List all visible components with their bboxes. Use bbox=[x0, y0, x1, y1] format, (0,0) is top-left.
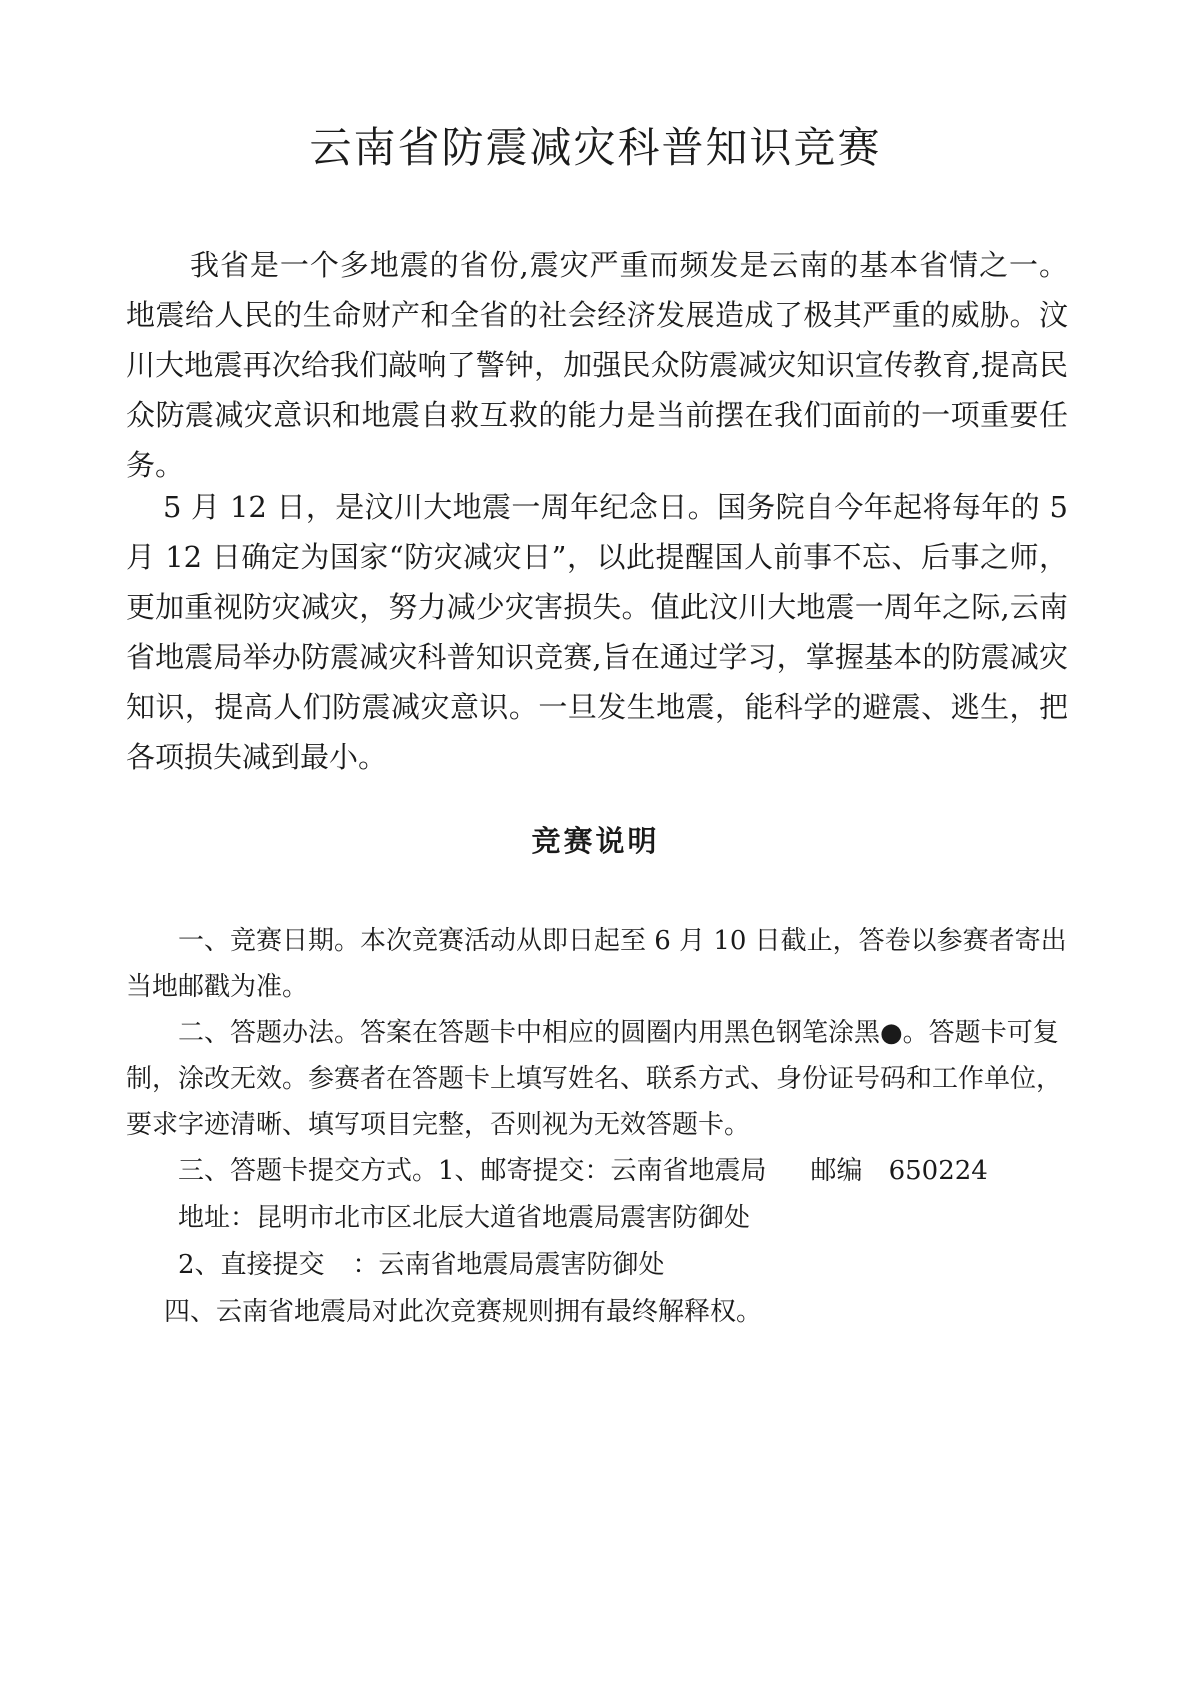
rule-item-4: 四、云南省地震局对此次竞赛规则拥有最终解释权。 bbox=[164, 1297, 763, 1327]
direct-submission-label: 2、直接提交 bbox=[178, 1250, 325, 1280]
rule-item-1: 一、竞赛日期。本次竞赛活动从即日起至 6 月 10 日截止，答卷以参赛者寄出当地邮戳为准。 bbox=[126, 926, 1067, 1002]
document-title: 云南省防震减灾科普知识竞赛 bbox=[309, 123, 882, 172]
intro-paragraph-1: 我省是一个多地震的省份,震灾严重而频发是云南的基本省情之一。地震给人民的生命财产和全省的社会经济发展造成了极其严重的威胁。汶川大地震再次给我们敲响了警钟，加强民众防震减灾知识宣传教育,提高民众防震减灾意识和地震自救互救的能力是当前摆在我们面前的一项重要任务。 bbox=[126, 248, 1068, 482]
postcode-label: 邮编 bbox=[810, 1156, 863, 1186]
rule-3-address: 地址：昆明市北市区北辰大道省地震局震害防御处 bbox=[178, 1203, 751, 1233]
intro-paragraph-2: 5 月 12 日，是汶川大地震一周年纪念日。国务院自今年起将每年的 5 月 12 日确定为国家“防灾减灾日”，以此提醒国人前事不忘、后事之师，更加重视防灾减灾，努力减少灾害损失。值此汶川大地震一周年之际,云南省地震局举办防震减灾科普知识竞赛,旨在通过学习，掌握基本的防震减灾知识，提高人们防震减灾意识。一旦发生地震，能科学的避震、逃生，把各项损失减到最小。 bbox=[126, 490, 1068, 774]
rule-item-3 bbox=[178, 1148, 1068, 1194]
postcode-value: 650224 bbox=[888, 1156, 988, 1186]
rule-3-lead: 三、答题卡提交方式。1、邮寄提交：云南省地震局 bbox=[178, 1156, 767, 1186]
rule-3-direct-submission bbox=[178, 1242, 1068, 1288]
section-heading: 竞赛说明 bbox=[531, 824, 660, 858]
rule-item-2: 二、答题办法。答案在答题卡中相应的圆圈内用黑色钢笔涂黑●。答题卡可复制，涂改无效。参赛者在答题卡上填写姓名、联系方式、身份证号码和工作单位，要求字迹清晰、填写项目完整，否则视为无效答题卡。 bbox=[126, 1018, 1063, 1140]
direct-submission-value: ：云南省地震局震害防御处 bbox=[352, 1250, 665, 1280]
